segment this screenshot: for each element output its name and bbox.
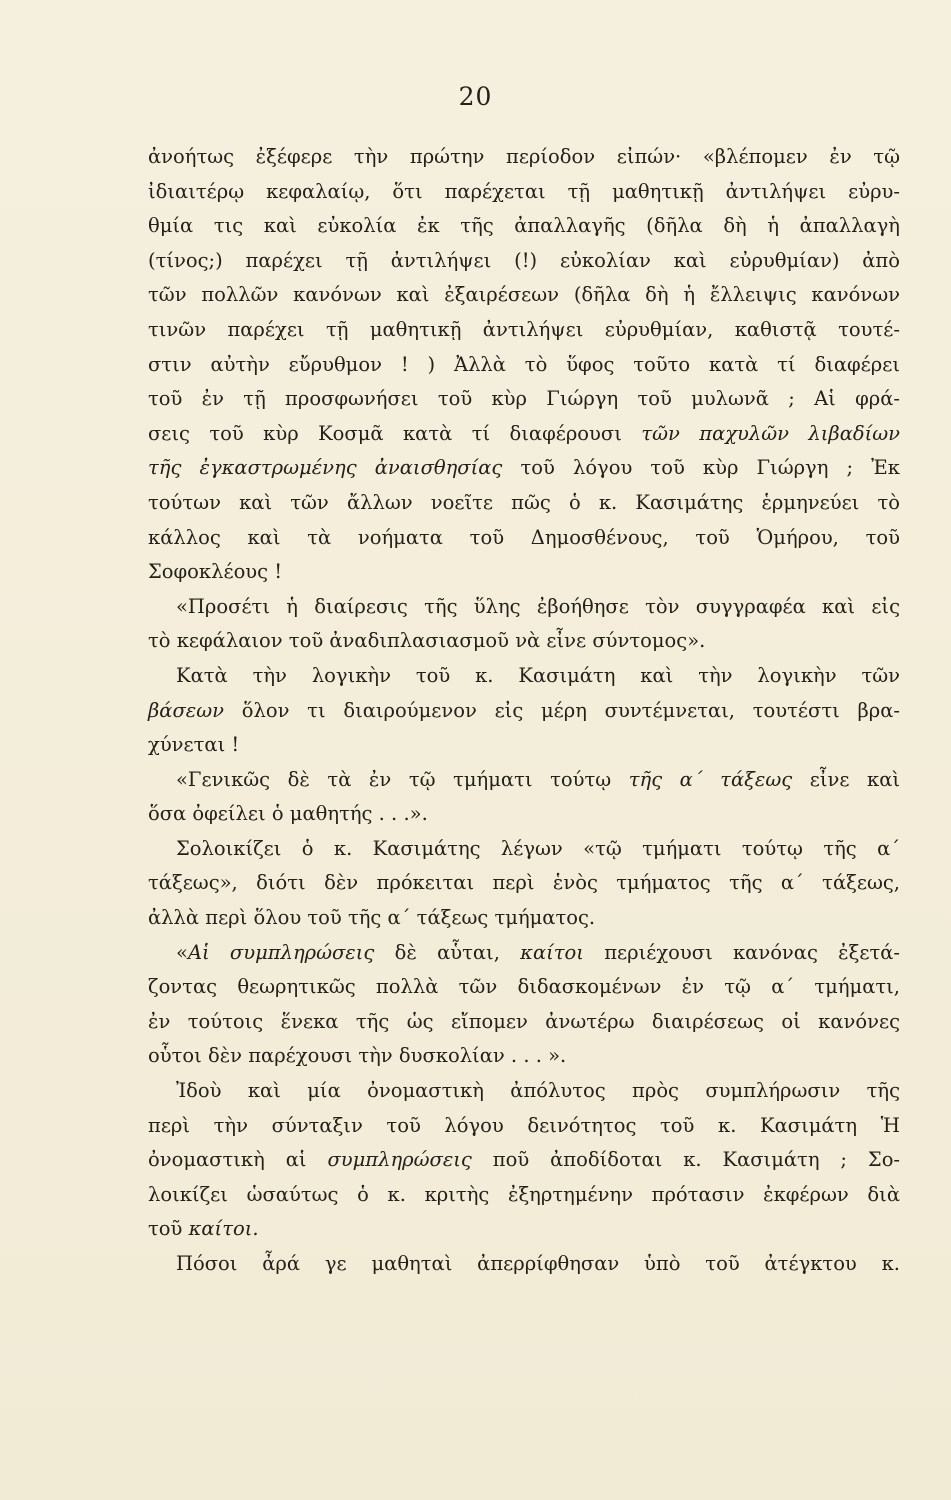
text-line: στιν αὐτὴν εὔρυθμον ! ) Ἀλλὰ τὸ ὕφος τοῦτο κατὰ τί διαφέρει: [148, 352, 900, 376]
paragraph-7: [148, 1074, 900, 1247]
text-line: λοικίζει ὡσαύτως ὁ κ. κριτὴς ἐξηρτημένην πρότασιν ἐκφέρων διὰ: [148, 1182, 900, 1206]
text-line: ἐν τούτοις ἕνεκα τῆς ὡς εἴπομεν ἀνωτέρω διαιρέσεως οἱ κανόνες: [148, 1009, 900, 1033]
text-line: ἰδιαιτέρῳ κεφαλαίῳ, ὅτι παρέχεται τῇ μαθητικῇ ἀντιλήψει εὐρυ-: [148, 179, 900, 203]
paragraph-1: [148, 140, 900, 590]
body-text: [148, 140, 900, 1282]
paragraph-5: [148, 832, 900, 936]
text-line: Πόσοι ἆρά γε μαθηταὶ ἀπερρίφθησαν ὑπὸ τοῦ ἀτέγκτου κ.: [176, 1252, 900, 1275]
text-line: ὀνομαστικὴ αἱ συμπληρώσεις ποῦ ἀποδίδοται κ. Κασιμάτη ; Σο-: [148, 1148, 901, 1172]
text-line: ἀνοήτως ἐξέφερε τὴν πρώτην περίοδον εἰπών· «βλέπομεν ἐν τῷ: [148, 145, 900, 168]
text-line: κάλλος καὶ τὰ νοήματα τοῦ Δημοσθένους, τοῦ Ὁμήρου, τοῦ: [148, 525, 900, 549]
text-line: τινῶν παρέχει τῇ μαθητικῇ ἀντιλήψει εὐρυθμίαν, καθιστᾷ τουτέ-: [148, 317, 900, 341]
text-line: τῶν πολλῶν κανόνων καὶ ἐξαιρέσεων (δῆλα δὴ ἡ ἔλλειψις κανόνων: [148, 283, 900, 307]
text-line: Σοφοκλέους !: [148, 560, 283, 584]
text-line: τῆς ἐγκαστρωμένης ἀναισθησίας τοῦ λόγου τοῦ κὺρ Γιώργη ; Ἐκ: [148, 456, 900, 480]
text-line: θμία τις καὶ εὐκολία ἐκ τῆς ἀπαλλαγῆς (δῆλα δὴ ἡ ἀπαλλαγὴ: [148, 214, 900, 238]
text-line: ζοντας θεωρητικῶς πολλὰ τῶν διδασκομένων ἐν τῷ α΄ τμήματι,: [148, 975, 900, 999]
text-line: Σολοικίζει ὁ κ. Κασιμάτης λέγων «τῷ τμήματι τούτῳ τῆς α΄: [176, 836, 900, 860]
text-line: τοῦ ἐν τῇ προσφωνήσει τοῦ κὺρ Γιώργη τοῦ μυλωνᾶ ; Αἱ φρά-: [148, 387, 900, 411]
text-line: τάξεως», διότι δὲν πρόκειται περὶ ἑνὸς τμήματος τῆς α΄ τάξεως,: [148, 871, 900, 895]
page-number: 20: [458, 82, 493, 111]
paragraph-6: [148, 936, 900, 1074]
text-line: Ἰδοὺ καὶ μία ὀνομαστικὴ ἀπόλυτος πρὸς συμπλήρωσιν τῆς: [176, 1079, 900, 1103]
paragraph-8: [148, 1247, 900, 1282]
text-line: τοῦ καίτοι.: [148, 1217, 259, 1241]
text-line: σεις τοῦ κὺρ Κοσμᾶ κατὰ τί διαφέρουσι τῶν παχυλῶν λιβαδίων: [148, 421, 901, 445]
text-line: ὅσα ὀφείλει ὁ μαθητής . . .».: [148, 802, 428, 826]
text-line: βάσεων ὅλον τι διαιρούμενον εἰς μέρη συντέμνεται, τουτέστι βρα-: [148, 698, 900, 722]
text-line: ἀλλὰ περὶ ὅλου τοῦ τῆς α΄ τάξεως τμήματος.: [148, 906, 596, 930]
text-line: «Προσέτι ἡ διαίρεσις τῆς ὕλης ἐβοήθησε τὸν συγγραφέα καὶ εἰς: [176, 594, 900, 618]
text-line: «Γενικῶς δὲ τὰ ἐν τῷ τμήματι τούτῳ τῆς α΄ τάξεως εἶνε καὶ: [176, 767, 901, 791]
text-line: τὸ κεφάλαιον τοῦ ἀναδιπλασιασμοῦ νὰ εἶνε σύντομος».: [148, 629, 706, 653]
paragraph-4: [148, 763, 900, 832]
paragraph-2: [148, 590, 900, 659]
text-line: οὗτοι δὲν παρέχουσι τὴν δυσκολίαν . . . ».: [148, 1044, 567, 1068]
text-line: «Αἱ συμπληρώσεις δὲ αὗται, καίτοι περιέχουσι κανόνας ἐξετά-: [176, 940, 900, 964]
text-line: Κατὰ τὴν λογικὴν τοῦ κ. Κασιμάτη καὶ τὴν λογικὴν τῶν: [176, 663, 900, 687]
text-line: τούτων καὶ τῶν ἄλλων νοεῖτε πῶς ὁ κ. Κασιμάτης ἑρμηνεύει τὸ: [148, 490, 900, 514]
text-line: (τίνος;) παρέχει τῇ ἀντιλήψει (!) εὐκολίαν καὶ εὐρυθμίαν) ἀπὸ: [148, 248, 900, 272]
paragraph-3: [148, 659, 900, 763]
text-line: περὶ τὴν σύνταξιν τοῦ λόγου δεινότητος τοῦ κ. Κασιμάτη Ἡ: [148, 1113, 900, 1137]
text-line: χύνεται !: [148, 733, 240, 757]
